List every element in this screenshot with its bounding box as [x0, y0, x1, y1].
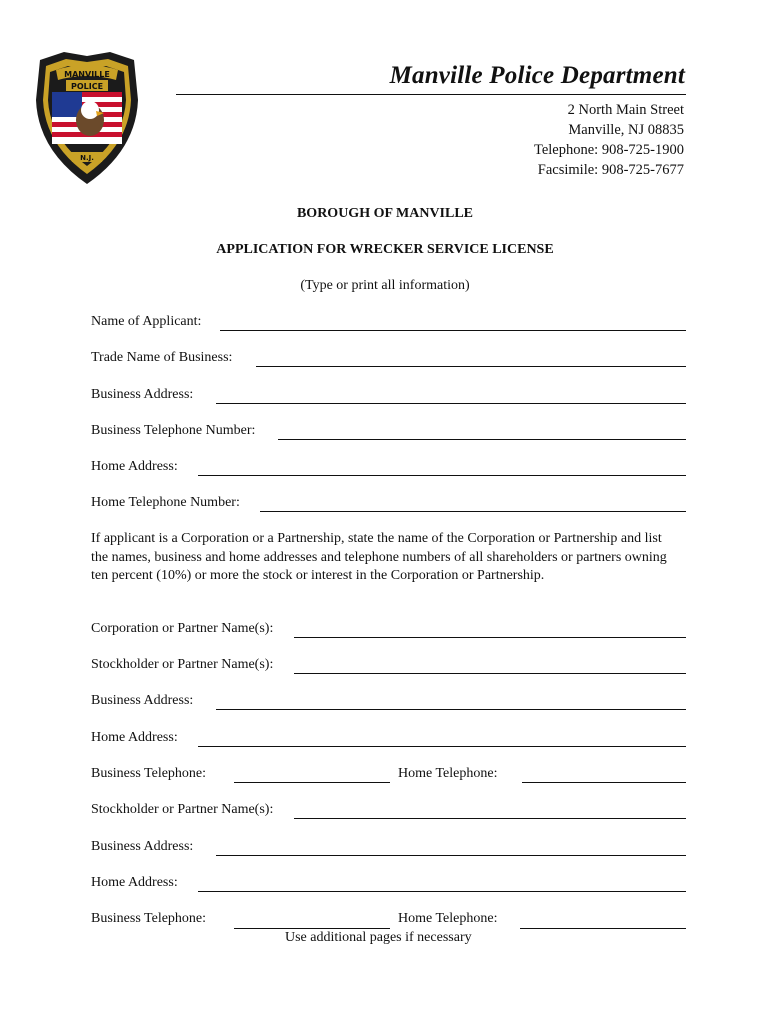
address-facsimile: Facsimile: 908-725-7677	[537, 162, 684, 178]
corp-home-telephone-field-2[interactable]	[520, 928, 686, 929]
stockholder-partner-names-label-1: Stockholder or Partner Name(s):	[91, 657, 274, 672]
address-city: Manville, NJ 08835	[568, 122, 684, 138]
trade-name-field[interactable]	[256, 366, 686, 367]
corporation-instructions: If applicant is a Corporation or a Partnership, state the name of the Corporation or Partnership and list the names, business and home addresses and telephone numbers of all shareholders or partners owning ten percent (10%) or more the stock or interest in the Corporation or Partnership.	[91, 531, 667, 583]
corp-home-address-label-1: Home Address:	[91, 730, 178, 745]
home-telephone-number-field[interactable]	[260, 511, 686, 512]
corp-business-telephone-label-1: Business Telephone:	[91, 766, 207, 781]
corp-home-telephone-label-2: Home Telephone:	[398, 911, 498, 926]
corp-home-address-label-2: Home Address:	[91, 875, 178, 890]
badge-bottom-text: N.J.	[80, 154, 94, 162]
badge-top-text: MANVILLE	[64, 70, 110, 79]
address-telephone: Telephone: 908-725-1900	[534, 142, 684, 158]
corp-business-address-label-2: Business Address:	[91, 839, 194, 854]
trade-name-label: Trade Name of Business:	[91, 350, 233, 365]
department-address	[534, 100, 684, 180]
business-address-label: Business Address:	[91, 387, 194, 402]
police-badge-logo	[32, 50, 142, 186]
home-address-label: Home Address:	[91, 459, 178, 474]
corp-business-telephone-field-1[interactable]	[234, 782, 390, 783]
corp-business-address-field-2[interactable]	[216, 855, 686, 856]
stockholder-partner-names-field-1[interactable]	[294, 673, 686, 674]
corp-business-address-label-1: Business Address:	[91, 693, 194, 708]
name-of-applicant-field[interactable]	[220, 330, 686, 331]
home-address-field[interactable]	[198, 475, 686, 476]
name-of-applicant-label: Name of Applicant:	[91, 314, 202, 329]
additional-pages-note: Use additional pages if necessary	[285, 930, 472, 945]
application-title: APPLICATION FOR WRECKER SERVICE LICENSE	[216, 242, 554, 257]
corp-business-telephone-field-2[interactable]	[234, 928, 390, 929]
business-telephone-number-field[interactable]	[278, 439, 686, 440]
department-title: Manville Police Department	[389, 62, 685, 89]
corp-home-address-field-1[interactable]	[198, 746, 686, 747]
instruction-text: (Type or print all information)	[300, 278, 470, 293]
borough-title: BOROUGH OF MANVILLE	[296, 206, 474, 221]
corp-home-telephone-field-1[interactable]	[522, 782, 686, 783]
corporation-partner-names-label: Corporation or Partner Name(s):	[91, 621, 274, 636]
stockholder-partner-names-field-2[interactable]	[294, 818, 686, 819]
badge-middle-text: POLICE	[70, 82, 104, 91]
corp-business-telephone-label-2: Business Telephone:	[91, 911, 207, 926]
address-street: 2 North Main Street	[567, 102, 684, 118]
corporation-partner-names-field[interactable]	[294, 637, 686, 638]
corp-home-address-field-2[interactable]	[198, 891, 686, 892]
corp-business-address-field-1[interactable]	[216, 709, 686, 710]
header-divider	[176, 94, 686, 95]
stockholder-partner-names-label-2: Stockholder or Partner Name(s):	[91, 802, 274, 817]
corp-home-telephone-label-1: Home Telephone:	[398, 766, 498, 781]
business-address-field[interactable]	[216, 403, 686, 404]
home-telephone-number-label: Home Telephone Number:	[91, 495, 240, 510]
business-telephone-number-label: Business Telephone Number:	[91, 423, 256, 438]
